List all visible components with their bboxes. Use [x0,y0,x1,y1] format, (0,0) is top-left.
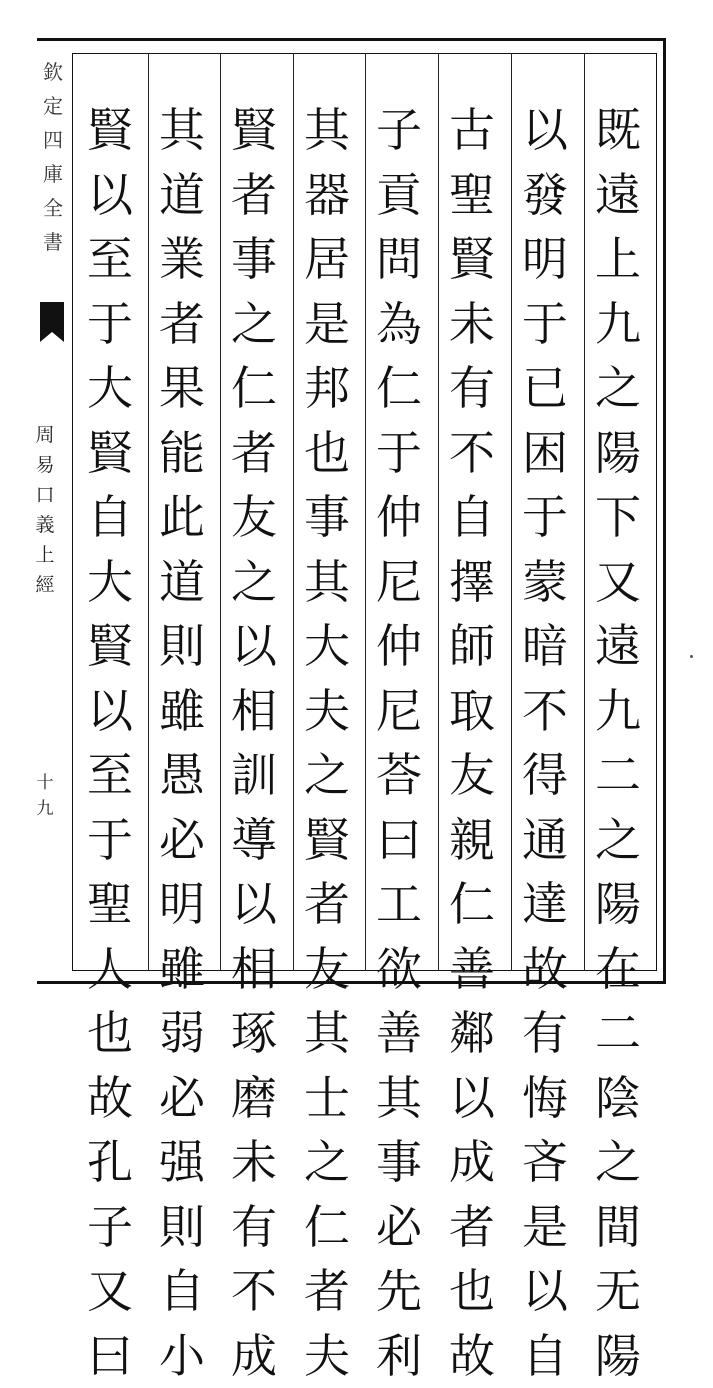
text-character: 器 [297,163,357,228]
text-character: 利 [369,1324,429,1388]
margin-page-number [30,770,60,822]
text-character: 二 [588,743,648,808]
margin-title-character: 易 [35,450,54,480]
text-character: 不 [442,421,502,486]
text-character: 則 [152,1195,212,1260]
margin-header-character: 四 [43,123,63,157]
text-character: 之 [588,808,648,873]
text-character: 自 [515,1324,575,1388]
text-character: 故 [80,1066,140,1131]
text-character: 于 [515,292,575,357]
text-character: 不 [224,1259,284,1324]
margin-title-character: 上 [35,540,54,570]
text-character: 之 [224,550,284,615]
text-character: 小 [152,1324,212,1388]
text-column-8 [76,98,144,1388]
text-character: 之 [297,1130,357,1195]
text-character: 又 [80,1259,140,1324]
text-character: 必 [152,1066,212,1131]
text-character: 大 [80,356,140,421]
margin-title-character: 口 [35,480,54,510]
text-character: 善 [369,1001,429,1066]
text-character: 曰 [369,808,429,873]
text-character: 是 [515,1195,575,1260]
text-character: 有 [442,356,502,421]
text-column-4 [365,98,433,1388]
text-character: 陽 [588,1324,648,1388]
text-character: 以 [80,679,140,744]
text-character: 遠 [588,163,648,228]
text-character: 其 [297,98,357,163]
text-character: 賢 [80,421,140,486]
text-character: 强 [152,1130,212,1195]
text-character: 居 [297,227,357,292]
text-character: 困 [515,421,575,486]
text-character: 又 [588,550,648,615]
text-character: 蒙 [515,550,575,615]
fishtail-mark [40,302,64,342]
text-character: 事 [224,227,284,292]
text-character: 陽 [588,421,648,486]
text-character: 仲 [369,614,429,679]
text-character: 此 [152,485,212,550]
text-character: 間 [588,1195,648,1260]
text-character: 二 [588,1001,648,1066]
text-character: 相 [224,679,284,744]
text-character: 其 [297,550,357,615]
text-character: 弱 [152,1001,212,1066]
text-character: 于 [80,292,140,357]
text-character: 友 [297,937,357,1002]
text-character: 為 [369,292,429,357]
text-character: 明 [515,227,575,292]
text-character: 欲 [369,937,429,1002]
text-character: 先 [369,1259,429,1324]
text-character: 于 [80,808,140,873]
text-character: 自 [152,1259,212,1324]
margin-header-character: 庫 [43,157,63,191]
text-character: 是 [297,292,357,357]
text-character: 吝 [515,1130,575,1195]
text-character: 事 [297,485,357,550]
text-character: 則 [152,614,212,679]
text-character: 曰 [80,1324,140,1388]
text-character: 賢 [297,808,357,873]
text-character: 賢 [80,98,140,163]
text-character: 達 [515,872,575,937]
text-character: 尼 [369,679,429,744]
text-character: 陰 [588,1066,648,1131]
text-character: 得 [515,743,575,808]
text-character: 以 [515,1259,575,1324]
text-character: 荅 [369,743,429,808]
text-character: 以 [80,163,140,228]
text-character: 也 [80,1001,140,1066]
text-character: 邦 [297,356,357,421]
text-character: 必 [152,808,212,873]
text-character: 九 [588,679,648,744]
text-character: 至 [80,227,140,292]
text-column-1 [584,98,652,1388]
text-character: 仁 [297,1195,357,1260]
text-character: 仲 [369,485,429,550]
text-character: 以 [224,614,284,679]
text-character: 有 [224,1195,284,1260]
text-character: 于 [369,421,429,486]
text-character: 業 [152,227,212,292]
text-character: 也 [442,1259,502,1324]
text-character: 賢 [80,614,140,679]
text-character: 也 [297,421,357,486]
text-character: 取 [442,679,502,744]
text-character: 明 [152,872,212,937]
text-character: 者 [224,421,284,486]
text-character: 聖 [80,872,140,937]
text-character: 士 [297,1066,357,1131]
text-character: 自 [442,485,502,550]
text-character: 之 [588,356,648,421]
text-character: 友 [224,485,284,550]
margin-header-character: 全 [43,191,63,225]
text-character: 不 [515,679,575,744]
margin-title-character: 義 [35,510,54,540]
text-character: 故 [442,1324,502,1388]
text-character: 雖 [152,937,212,1002]
text-character: 以 [515,98,575,163]
text-character: 雖 [152,679,212,744]
text-character: 孔 [80,1130,140,1195]
text-character: 者 [224,163,284,228]
text-character: 擇 [442,550,502,615]
text-character: 以 [442,1066,502,1131]
text-column-2 [511,98,579,1388]
text-character: 陽 [588,872,648,937]
text-character: 果 [152,356,212,421]
text-character: 工 [369,872,429,937]
text-character: 人 [80,937,140,1002]
text-character: 聖 [442,163,502,228]
text-character: 大 [80,550,140,615]
text-character: 能 [152,421,212,486]
text-character: 問 [369,227,429,292]
margin-book-title [30,420,60,600]
text-character: 者 [152,292,212,357]
text-character: 訓 [224,743,284,808]
text-character: 道 [152,163,212,228]
text-character: 自 [80,485,140,550]
paper-speck [690,655,693,658]
text-character: 已 [515,356,575,421]
text-character: 導 [224,808,284,873]
text-character: 遠 [588,614,648,679]
text-character: 子 [369,98,429,163]
text-character: 賢 [224,98,284,163]
text-character: 師 [442,614,502,679]
margin-header-character: 欽 [43,55,63,89]
margin-header [38,55,68,259]
text-column-5 [293,98,361,1388]
margin-title-character: 經 [35,570,54,600]
text-character: 以 [224,872,284,937]
text-character: 成 [224,1324,284,1388]
text-character: 道 [152,550,212,615]
text-character: 成 [442,1130,502,1195]
text-column-3 [438,98,506,1388]
text-character: 善 [442,937,502,1002]
text-character: 无 [588,1259,648,1324]
text-character: 事 [369,1130,429,1195]
text-character: 鄰 [442,1001,502,1066]
margin-title-character: 周 [35,420,54,450]
text-character: 琢 [224,1001,284,1066]
text-character: 仁 [224,356,284,421]
text-column-7 [148,98,216,1388]
text-character: 未 [442,292,502,357]
text-character: 其 [152,98,212,163]
text-character: 之 [297,743,357,808]
text-character: 者 [297,1259,357,1324]
text-character: 未 [224,1130,284,1195]
text-character: 至 [80,743,140,808]
margin-header-character: 書 [43,225,63,259]
text-character: 古 [442,98,502,163]
text-character: 上 [588,227,648,292]
text-character: 必 [369,1195,429,1260]
text-character: 發 [515,163,575,228]
text-character: 悔 [515,1066,575,1131]
text-character: 友 [442,743,502,808]
text-character: 有 [515,1001,575,1066]
text-character: 夫 [297,679,357,744]
text-character: 仁 [369,356,429,421]
text-character: 貢 [369,163,429,228]
text-character: 者 [442,1195,502,1260]
margin-page-character: 十 [37,770,54,796]
text-character: 磨 [224,1066,284,1131]
text-character: 親 [442,808,502,873]
text-character: 之 [224,292,284,357]
text-character: 下 [588,485,648,550]
text-character: 夫 [297,1324,357,1388]
text-character: 相 [224,937,284,1002]
text-character: 之 [588,1130,648,1195]
text-character: 九 [588,292,648,357]
text-character: 既 [588,98,648,163]
text-character: 賢 [442,227,502,292]
text-character: 子 [80,1195,140,1260]
text-character: 尼 [369,550,429,615]
text-character: 其 [297,1001,357,1066]
text-character: 暗 [515,614,575,679]
margin-page-character: 九 [37,796,54,822]
text-column-6 [220,98,288,1388]
text-character: 于 [515,485,575,550]
text-character: 其 [369,1066,429,1131]
text-character: 通 [515,808,575,873]
margin-header-character: 定 [43,89,63,123]
text-character: 故 [515,937,575,1002]
text-character: 大 [297,614,357,679]
text-character: 仁 [442,872,502,937]
text-character: 在 [588,937,648,1002]
text-character: 愚 [152,743,212,808]
text-character: 者 [297,872,357,937]
